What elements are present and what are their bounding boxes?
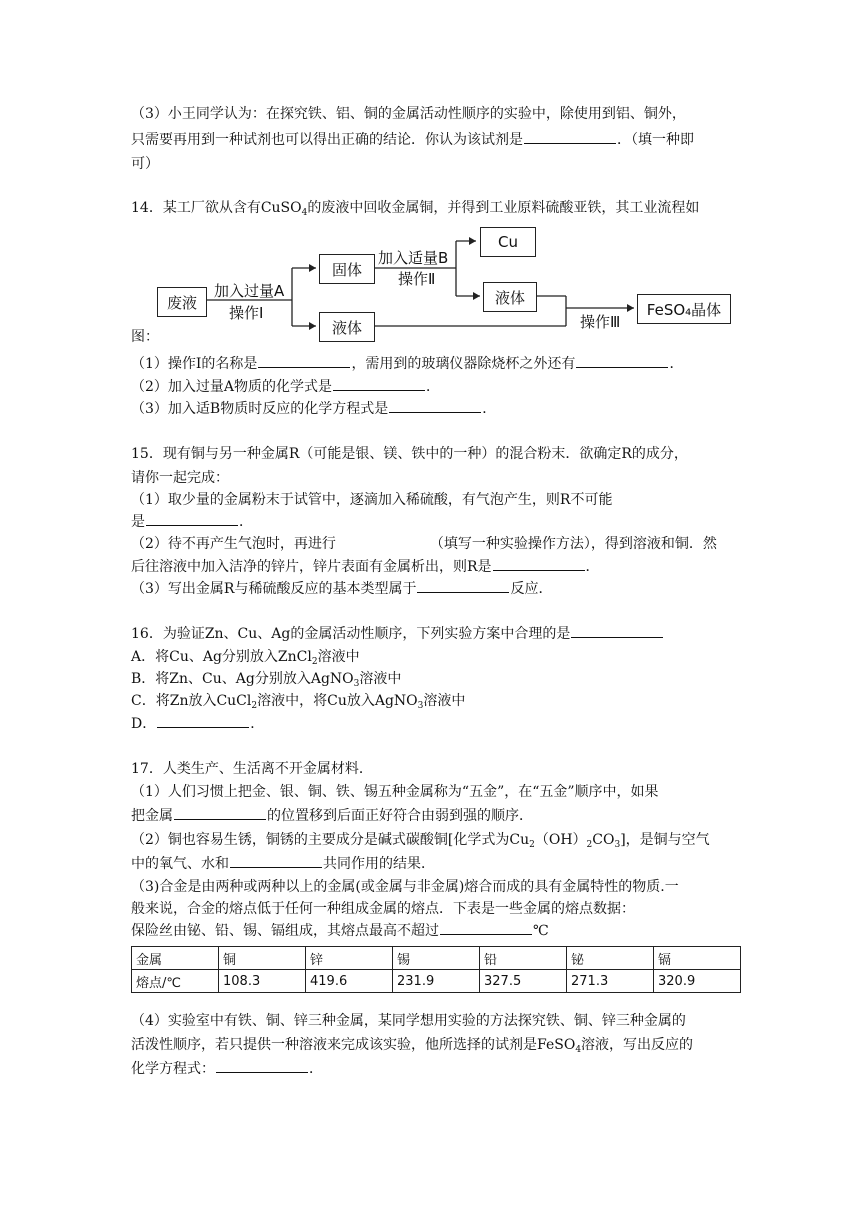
table-cell: 320.9 [654,970,741,993]
table-row-label: 熔点/℃ [132,970,219,993]
q16-option-c: C．将Zn放入CuCl$_2$溶液中，将Cu放入AgNO$_3$溶液中 [131,693,466,711]
q17-part4-c: 化学方程式： ． [131,1058,323,1080]
answer-blank[interactable] [493,556,585,571]
q15-part2: （2）待不再产生气泡时，再进行 （填写一种实验操作方法），得到溶液和铜．然 [131,536,717,552]
q15-stem-2: 请你一起完成： [131,470,229,486]
table-row [132,970,741,993]
answer-blank[interactable] [389,398,481,413]
q17-stem: 17．人类生产、生活离不开金属材料． [131,761,373,777]
q16-option-d: D． ． [131,713,264,735]
flow-label-operation-1: 操作Ⅰ [229,304,264,322]
q17-part1: （1）人们习惯上把金、银、铜、铁、锡五种金属称为“五金”，在“五金”顺序中，如果 [131,784,659,800]
q15-stem-1: 15．现有铜与另一种金属R（可能是银、镁、铁中的一种）的混合粉末．欲确定R的成分， [131,446,688,462]
q14-stem-end: 图： [131,329,159,345]
q15-part3: （3）写出金属R与稀硫酸反应的基本类型属于 反应． [131,578,552,600]
table-header-cell: 镉 [654,947,741,970]
table-header-cell: 锌 [306,947,393,970]
table-cell: 419.6 [306,970,393,993]
flow-label-operation-3: 操作Ⅲ [580,313,621,331]
q14-flow-diagram [0,0,860,360]
table-header-row [132,947,741,970]
answer-blank[interactable] [146,511,238,526]
q17-part2: （2）铜也容易生锈，铜锈的主要成分是碱式碳酸铜[化学式为$Cu_2(OH)_2CO_3$]，是铜与空气 [131,832,710,850]
table-cell: 108.3 [219,970,306,993]
flow-box-waste: 废液 [157,287,207,317]
q14-part2: （2）加入过量A物质的化学式是 ． [131,376,440,398]
q17-part2-cont: 中的氧气、水和 共同作用的结果． [131,853,435,875]
table-cell: 231.9 [393,970,480,993]
flow-label-add-b: 加入适量B [378,249,449,267]
flow-box-liquid-2: 液体 [483,282,537,312]
answer-blank[interactable] [576,353,668,368]
q15-part2-cont: 后往溶液中加入洁净的锌片，锌片表面有金属析出，则R是 ． [131,556,600,578]
answer-blank[interactable] [333,376,425,391]
table-cell: 271.3 [567,970,654,993]
flow-label-add-excess-a: 加入过量A [214,282,285,300]
table-cell: 327.5 [480,970,567,993]
q13-part3-line3: 可） [131,156,159,172]
answer-blank[interactable] [157,713,249,728]
table-header-cell: 铋 [567,947,654,970]
table-header-cell: 铜 [219,947,306,970]
q14-stem: 14．某工厂欲从含有CuSO$_4$的废液中回收金属铜，并得到工业原料硫酸亚铁，其工业流程如 [131,200,700,218]
q13-part3-line2: 只需要再用到一种试剂也可以得出正确的结论．你认为该试剂是 ．（填一种即 [131,129,694,151]
answer-blank[interactable] [440,920,532,935]
answer-blank[interactable] [571,623,663,638]
answer-blank[interactable] [230,853,322,868]
q13-part3-line1: （3）小王同学认为：在探究铁、铝、铜的金属活动性顺序的实验中，除使用到铝、铜外， [131,106,686,122]
q16-option-b: B．将Zn、Cu、Ag分别放入AgNO$_3$溶液中 [131,671,402,689]
flow-box-feso4-crystal: FeSO₄晶体 [637,294,731,324]
q17-part3-c: 保险丝由铋、铅、锡、镉组成，其熔点最高不超过 ℃ [131,920,549,942]
q15-part1-cont: 是 ． [131,511,253,533]
flow-box-solid: 固体 [319,254,375,284]
q17-part3-a: （3)合金是由两种或两种以上的金属(或金属与非金属)熔合而成的具有金属特性的物质.一 [131,879,679,895]
q15-part1: （1）取少量的金属粉末于试管中，逐滴加入稀硫酸，有气泡产生，则R不可能 [131,492,613,508]
answer-blank[interactable] [174,805,266,820]
q17-part4-b: 活泼性顺序，若只提供一种溶液来完成该实验，他所选择的试剂是FeSO$_4$溶液，写出反应的 [131,1037,694,1055]
q17-part1-cont: 把金属 的位置移到后面正好符合由弱到强的顺序． [131,805,533,827]
answer-blank[interactable] [216,1058,308,1073]
flow-box-cu: Cu [480,227,536,257]
flow-box-liquid-1: 液体 [319,312,375,342]
answer-blank[interactable] [417,578,509,593]
q14-part1: （1）操作Ⅰ的名称是 ，需用到的玻璃仪器除烧杯之外还有 ． [131,353,683,375]
q16-option-a: A．将Cu、Ag分别放入ZnCl$_2$溶液中 [131,649,360,667]
flow-label-operation-2: 操作Ⅱ [398,270,436,288]
table-header-cell: 锡 [393,947,480,970]
table-header-cell: 铅 [480,947,567,970]
q16-stem: 16．为验证Zn、Cu、Ag的金属活动性顺序，下列实验方案中合理的是 [131,623,664,645]
q14-part3: （3）加入适B物质时反应的化学方程式是 ． [131,398,496,420]
answer-blank[interactable] [258,353,350,368]
table-header-cell: 金属 [132,947,219,970]
q17-part3-b: 般来说，合金的熔点低于任何一种组成金属的熔点．下表是一些金属的熔点数据： [131,901,635,917]
q17-part4-a: （4）实验室中有铁、铜、锌三种金属，某同学想用实验的方法探究铁、铜、锌三种金属的 [131,1013,686,1029]
melting-point-table [131,946,741,993]
